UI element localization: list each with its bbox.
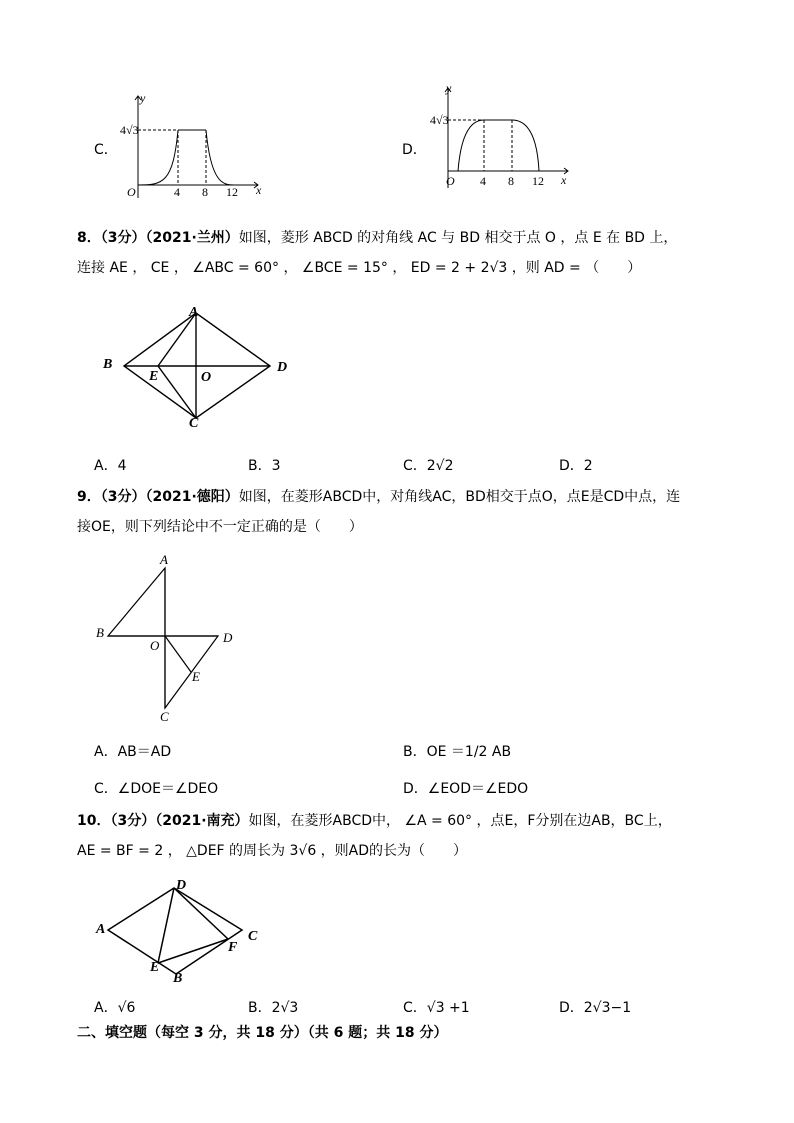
q9-label-b: B xyxy=(96,625,104,640)
q10-segment-de xyxy=(158,888,174,963)
q8-option-b: B．3 xyxy=(248,458,281,474)
q9-stem-2: 接OE，则下列结论中不一定正确的是（ ） xyxy=(77,519,363,535)
q9-option-a: A．AB＝AD xyxy=(94,744,172,760)
q9-segment-oe xyxy=(165,636,191,672)
q8-option-d: D．2 xyxy=(559,458,593,474)
graph-d-curve-right xyxy=(512,120,539,171)
q8-label-a: A xyxy=(189,305,199,320)
q9-label-d: D xyxy=(223,630,233,645)
graph-d-x-tick-12: 12 xyxy=(532,174,544,188)
q8-option-c: C．2√2 xyxy=(403,458,454,474)
q10-line-1 xyxy=(77,812,672,830)
q10-label-a: A xyxy=(96,922,106,937)
graph-d-y-label: y xyxy=(446,81,452,95)
q10-option-c: C．√3 +1 xyxy=(403,1000,470,1016)
q9-figure xyxy=(90,550,250,725)
q10-label-d: D xyxy=(176,878,187,893)
q8-option-a: A．4 xyxy=(94,458,127,474)
q9-line-1 xyxy=(77,488,680,506)
graph-c-x-label: x xyxy=(256,183,262,197)
q10-number: 10． xyxy=(77,813,111,829)
q9-stem-1: 如图，在菱形ABCD中，对角线AC，BD相交于点O，点E是CD中点，连 xyxy=(238,489,681,505)
q9-number: 9． xyxy=(77,489,101,505)
q9-option-c: C．∠DOE＝∠DEO xyxy=(94,781,219,797)
q8-label-d: D xyxy=(277,360,288,375)
q9-label-a: A xyxy=(160,552,168,567)
graph-c-curve-left xyxy=(138,130,178,185)
graph-d-origin: O xyxy=(446,174,455,188)
q10-meta: （3分）（2021·南充） xyxy=(110,813,249,829)
q8-number: 8． xyxy=(77,230,101,246)
q8-stem-2: 连接 AE ， CE ， ∠ABC = 60° ， ∠BCE = 15° ， ED = 2 + 2√3 ，则 AD = （ ） xyxy=(77,260,642,276)
q10-option-d: D．2√3−1 xyxy=(559,1000,632,1016)
q10-option-a: A．√6 xyxy=(94,1000,136,1016)
q9-option-d: D．∠EOD＝∠EDO xyxy=(403,781,529,797)
q10-stem-2: AE = BF = 2 ， △DEF 的周长为 3√6 ，则AD的长为（ ） xyxy=(77,843,468,859)
graph-d-x-tick-4: 4 xyxy=(480,174,486,188)
graph-d-x-tick-8: 8 xyxy=(508,174,514,188)
q7-option-d-label: D． xyxy=(402,142,427,158)
graph-c-origin: O xyxy=(127,185,136,199)
q8-meta: （3分）（2021·兰州） xyxy=(100,230,239,246)
q8-segment-ae xyxy=(158,313,196,366)
q10-segment-df xyxy=(174,888,228,939)
q8-segment-ce xyxy=(158,366,196,418)
q10-figure xyxy=(92,873,272,988)
section-2-title: 二、填空题（每空 3 分，共 18 分）（共 6 题；共 18 分） xyxy=(77,1025,448,1041)
q10-option-b: B．2√3 xyxy=(248,1000,299,1016)
q8-label-e: E xyxy=(149,369,159,384)
q10-label-f: F xyxy=(228,940,238,955)
q9-label-o: O xyxy=(150,638,160,653)
graph-d-curve-left xyxy=(458,120,484,171)
graph-d-x-label: x xyxy=(561,173,567,187)
q9-label-c: C xyxy=(160,709,169,724)
q10-label-c: C xyxy=(248,929,258,944)
q10-rhombus xyxy=(108,888,242,974)
q8-figure xyxy=(100,300,300,435)
q10-segment-ef xyxy=(158,939,228,963)
graph-c-x-tick-12: 12 xyxy=(226,185,238,199)
q7-graph-d xyxy=(426,78,576,190)
graph-c-x-tick-8: 8 xyxy=(202,185,208,199)
q8-line-1 xyxy=(77,229,677,247)
q10-label-b: B xyxy=(173,971,183,986)
graph-c-y-label: y xyxy=(140,91,146,105)
q8-label-c: C xyxy=(189,416,199,431)
q9-rhombus xyxy=(108,568,218,708)
q10-stem-1: 如图，在菱形ABCD中， ∠A = 60° ，点E，F分别在边AB，BC上， xyxy=(248,813,672,829)
graph-d-y-tick: 4√3 xyxy=(430,113,449,127)
q9-meta: （3分）（2021·德阳） xyxy=(100,489,239,505)
q8-label-o: O xyxy=(201,370,212,385)
graph-c-y-tick: 4√3 xyxy=(120,123,139,137)
q8-stem-1: 如图，菱形 ABCD 的对角线 AC 与 BD 相交于点 O ，点 E 在 BD 上， xyxy=(238,230,678,246)
q9-option-b: B．OE ＝1/2 AB xyxy=(403,744,512,760)
graph-c-curve-right xyxy=(206,130,234,185)
q10-label-e: E xyxy=(150,960,160,975)
q9-label-e: E xyxy=(192,669,200,684)
q8-label-b: B xyxy=(103,357,113,372)
q7-option-c-label: C． xyxy=(94,142,118,158)
graph-c-x-tick-4: 4 xyxy=(174,185,180,199)
q7-graph-c xyxy=(118,88,268,200)
